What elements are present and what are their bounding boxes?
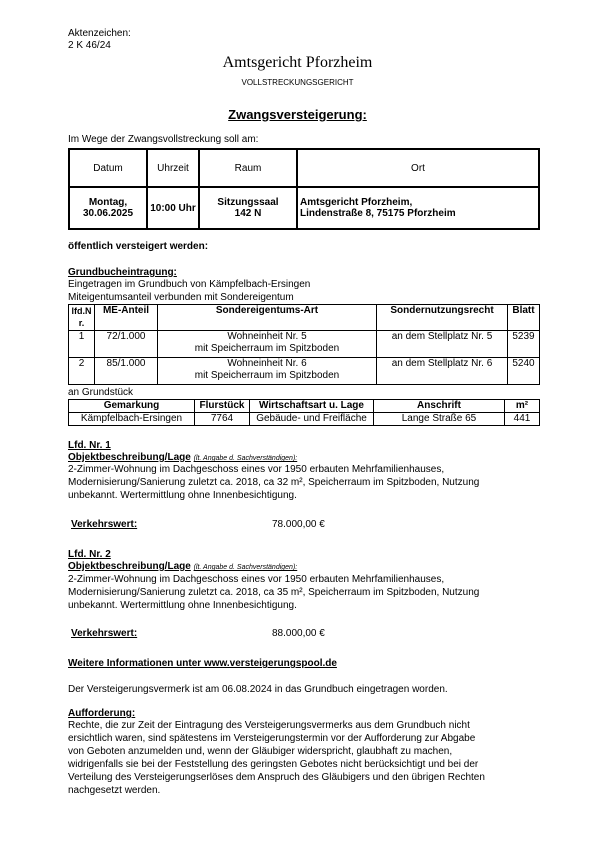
item1-text1: 2-Zimmer-Wohnung im Dachgeschoss eines vor 1950 erbauten Mehrfamilienhauses, <box>68 464 445 475</box>
item2-text2: Modernisierung/Sanierung zuletzt ca. 2018, ca 35 m², Speicherraum im Spitzboden, Nutzung <box>68 587 480 598</box>
schedule-header-time: Uhrzeit <box>147 149 199 187</box>
grundbuch-table <box>68 304 540 385</box>
row-art <box>158 331 377 358</box>
grundbuch-header-art: Sondereigentums-Art <box>158 305 377 331</box>
grundstueck-header-flurstueck: Flurstück <box>195 400 250 413</box>
aufforderung-line: Verteilung des Versteigerungserlöses dem Anspruch des Gläubigers und den übrigen Rechten <box>68 772 485 783</box>
aufforderung-line: von Geboten anzumelden und, wenn der Gläubiger widerspricht, glaubhaft zu machen, <box>68 746 453 757</box>
aktenzeichen-label: Aktenzeichen: <box>68 28 131 39</box>
item1-desc-label: Objektbeschreibung/Lage <box>68 452 191 463</box>
schedule-header-place: Ort <box>297 149 539 187</box>
schedule-header-date: Datum <box>69 149 147 187</box>
more-info-link[interactable]: Weitere Informationen unter www.versteigerungspool.de <box>68 658 337 669</box>
grundstueck-header-m2: m² <box>505 400 540 413</box>
item2-desc-note: (lt. Angabe d. Sachverständigen): <box>193 564 298 571</box>
aktenzeichen-value: 2 K 46/24 <box>68 40 111 51</box>
item2-value-label: Verkehrswert: <box>71 628 138 639</box>
grundstueck-flurstueck: 7764 <box>195 413 250 426</box>
item1-value: 78.000,00 € <box>272 519 325 530</box>
item2-text3: unbekannt. Wertermittlung ohne Innenbesichtigung. <box>68 600 297 611</box>
row-nr: 2 <box>69 358 95 385</box>
grundbuch-header-blatt: Blatt <box>508 305 540 331</box>
row-art <box>158 358 377 385</box>
grundstueck-table <box>68 399 540 426</box>
grundstueck-m2: 441 <box>505 413 540 426</box>
vermerk-text: Der Versteigerungsvermerk ist am 06.08.2024 in das Grundbuch eingetragen worden. <box>68 684 448 695</box>
page-title: Zwangsversteigerung: <box>228 107 367 122</box>
grundbuch-header-anteil: ME-Anteil <box>95 305 158 331</box>
item2-heading: Lfd. Nr. 2 <box>68 549 111 560</box>
item2-value: 88.000,00 € <box>272 628 325 639</box>
schedule-room-number: 142 N <box>234 208 262 219</box>
grundstueck-gemarkung: Kämpfelbach-Ersingen <box>69 413 195 426</box>
item2-desc-label: Objektbeschreibung/Lage <box>68 561 191 572</box>
aufforderung-line: Rechte, die zur Zeit der Eintragung des Versteigerungsvermerks aus dem Grundbuch nicht <box>68 720 470 731</box>
grundstueck-header-gemarkung: Gemarkung <box>69 400 195 413</box>
schedule-place-address: Lindenstraße 8, 75175 Pforzheim <box>300 208 456 219</box>
row-art-extra: mit Speicherraum im Spitzboden <box>194 343 340 354</box>
grundbuch-heading: Grundbucheintragung: <box>68 267 177 278</box>
row-art-unit: Wohneinheit Nr. 6 <box>227 358 307 369</box>
court-name: Amtsgericht Pforzheim <box>222 54 373 71</box>
row-recht: an dem Stellplatz Nr. 5 <box>377 331 508 358</box>
schedule-header-room: Raum <box>199 149 297 187</box>
item2-desc-heading <box>68 561 297 574</box>
grundbuch-line1: Eingetragen im Grundbuch von Kämpfelbach-Ersingen <box>68 279 311 290</box>
row-nr: 1 <box>69 331 95 358</box>
item1-value-label: Verkehrswert: <box>71 519 138 530</box>
item2-text1: 2-Zimmer-Wohnung im Dachgeschoss eines vor 1950 erbauten Mehrfamilienhauses, <box>68 574 445 585</box>
grundstueck-header-art: Wirtschaftsart u. Lage <box>250 400 374 413</box>
row-anteil: 72/1.000 <box>95 331 158 358</box>
item1-text2: Modernisierung/Sanierung zuletzt ca. 2018, ca 32 m², Speicherraum im Spitzboden, Nutzung <box>68 477 480 488</box>
grundbuch-header-recht: Sondernutzungsrecht <box>377 305 508 331</box>
row-art-unit: Wohneinheit Nr. 5 <box>227 331 307 342</box>
schedule-date <box>69 187 147 229</box>
aufforderung-line: ersichtlich waren, sind spätestens im Versteigerungstermin vor der Aufforderung zur Abgabe <box>68 733 476 744</box>
schedule-room <box>199 187 297 229</box>
table-row <box>69 358 540 385</box>
aufforderung-line: widrigenfalls sie bei der Feststellung des geringsten Gebotes nicht berücksichtigt und bei der <box>68 759 479 770</box>
item1-text3: unbekannt. Wertermittlung ohne Innenbesichtigung. <box>68 490 297 501</box>
table-row <box>69 331 540 358</box>
grundstueck-art: Gebäude- und Freifläche <box>250 413 374 426</box>
schedule-date-weekday: Montag, <box>88 197 128 208</box>
grundbuch-header-nr: lfd.N r. <box>69 305 95 331</box>
grundstueck-header-anschrift: Anschrift <box>374 400 505 413</box>
publicly-text: öffentlich versteigert werden: <box>68 241 209 252</box>
row-anteil: 85/1.000 <box>95 358 158 385</box>
aufforderung-line: nachgesetzt werden. <box>68 785 161 796</box>
table-row <box>69 413 540 426</box>
grundstueck-label: an Grundstück <box>68 387 134 398</box>
item1-heading: Lfd. Nr. 1 <box>68 440 111 451</box>
aufforderung-heading: Aufforderung: <box>68 708 136 719</box>
row-art-extra: mit Speicherraum im Spitzboden <box>194 370 340 381</box>
schedule-table <box>68 148 540 230</box>
grundbuch-line2: Miteigentumsanteil verbunden mit Sondereigentum <box>68 292 294 303</box>
grundstueck-anschrift: Lange Straße 65 <box>374 413 505 426</box>
court-subtitle: VOLLSTRECKUNGSGERICHT <box>241 78 354 87</box>
schedule-place <box>297 187 539 229</box>
schedule-place-court: Amtsgericht Pforzheim, <box>300 197 413 208</box>
row-blatt: 5240 <box>508 358 540 385</box>
schedule-date-value: 30.06.2025 <box>82 208 134 219</box>
schedule-room-name: Sitzungssaal <box>217 197 279 208</box>
row-blatt: 5239 <box>508 331 540 358</box>
intro-text: Im Wege der Zwangsvollstreckung soll am: <box>68 134 259 145</box>
row-recht: an dem Stellplatz Nr. 6 <box>377 358 508 385</box>
schedule-time: 10:00 Uhr <box>147 187 199 229</box>
item1-desc-note: (lt. Angabe d. Sachverständigen): <box>193 455 298 462</box>
